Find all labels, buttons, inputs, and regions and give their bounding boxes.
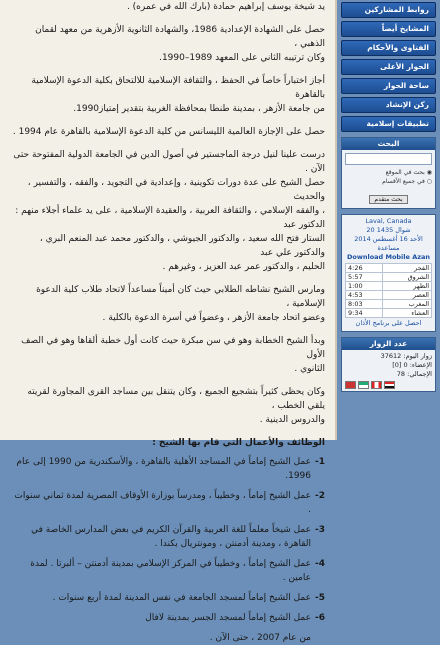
para4-line1: درست علينا لنيل درجة الماجستير في أصول الدين في الجامعة الدولية المفتوحة حتى الآن . <box>13 150 325 174</box>
prayer-row <box>346 291 432 300</box>
job-text: عمل الشيخ إماماً ، وخطيباً ، ومدرساً بوزارة الأوقاف المصرية لمدة ثماني سنوات . <box>14 491 311 515</box>
prayer-time: 5:57 <box>346 273 383 282</box>
visitors-today: زوار اليوم: 37612 <box>380 352 432 360</box>
job-text: من عام 2007 ، حتى الآن . <box>209 633 311 643</box>
visitor-flags <box>345 381 432 389</box>
prayer-name: الفجر <box>382 264 431 273</box>
prayer-name: المغرب <box>382 300 431 309</box>
sidebar <box>337 0 440 440</box>
job-item <box>10 523 325 551</box>
menu-item[interactable]: تطبيقات إسلامية <box>341 116 436 132</box>
job-number: 5- <box>314 593 325 603</box>
advanced-search-button[interactable]: بحث متقدم <box>369 195 407 204</box>
job-text: عمل الشيخ إماماً ، وخطيباً في المركز الإسلامي بمدينة أدمنتن – ألبرتا . لمدة عامين . <box>30 559 311 583</box>
prayer-hijri-date: 20 شوال 1435 <box>366 226 411 234</box>
para4-line3: ، والفقه الإسلامي ، والثقافة العربية ، والعقيدة الإسلامية ، على يد علماء أجلاء منهم : الدكتور عبد <box>15 206 325 230</box>
para5-line1: ومارس الشيخ نشاطه الطلابي حيث كان أميناً مساعداً لاتحاد طلاب كلية الدعوة الإسلامية ، <box>36 285 325 309</box>
menu-item[interactable]: ركن الإنشاد <box>341 97 436 113</box>
prayer-gregorian-date: الأحد 16 أغسطس 2014 <box>354 235 423 243</box>
para1-line2: وكان ترتيبه الثاني على المعهد 1989–1990. <box>159 53 325 63</box>
search-radio-site-label: بحث في الموقع <box>385 169 425 176</box>
prayer-time: 1:00 <box>346 282 383 291</box>
job-text: عمل الشيخ إماماً لمسجد الجامعة في نفس المدينة لمدة أربع سنوات . <box>52 593 311 603</box>
menu-item[interactable]: الفتاوى والأحكام <box>341 40 436 56</box>
jobs-title: الوظائف والأعمال التي قام بها الشيخ : <box>152 438 325 448</box>
prayer-time: 4:53 <box>346 291 383 300</box>
prayer-name: العصر <box>382 291 431 300</box>
search-radio-site[interactable]: ◉ بحث في الموقع <box>385 169 432 176</box>
job-number: 1- <box>314 457 325 467</box>
job-text: عمل الشيخ إماماً في المساجد الأهلية بالقاهرة ، والأسكندرية من 1990 إلى عام 1996. <box>16 457 311 481</box>
menu-item[interactable]: المشايخ أيضاً <box>341 21 436 37</box>
prayer-name: الشروق <box>382 273 431 282</box>
prayer-time: 4:26 <box>346 264 383 273</box>
para6-line2: الثانوي . <box>294 364 325 374</box>
jobs-list <box>0 455 335 645</box>
prayer-time: 9:34 <box>346 309 383 318</box>
para4-line5: الحليم ، والدكتور عمر عبد العزيز ، وغيرهم . <box>162 262 325 272</box>
para5-line2: وعضو اتحاد جامعة الأزهر ، وعضواً في أسرة الدعوة بالكلية . <box>102 313 325 323</box>
job-number: 6- <box>314 613 325 623</box>
prayer-row <box>346 300 432 309</box>
prayer-time: 8:03 <box>346 300 383 309</box>
download-azan-link[interactable]: Download Mobile Azan <box>346 253 431 261</box>
visitors-box <box>341 337 436 392</box>
job-number: 3- <box>314 525 325 535</box>
job-item <box>10 455 325 483</box>
para6-line1: وبدأ الشيخ الخطابة وهو في سن مبكرة حيث كانت أول خطبة ألقاها وهو في الصف الأول <box>21 336 325 360</box>
prayer-row <box>346 264 432 273</box>
menu-item[interactable]: ساحة الحوار <box>341 78 436 94</box>
prayer-help-link[interactable]: مساعدة <box>377 244 400 252</box>
search-box <box>341 137 436 209</box>
prayer-times-table <box>345 263 432 318</box>
para2-line1: أجاز اختباراً خاصاً في الحفظ ، والثقافة الإسلامية للالتحاق بكلية الدعوة الإسلامية بالقاهرة <box>31 76 325 100</box>
flag-icon <box>358 381 369 389</box>
visitors-members: الإعضاء: 0 [0] <box>392 361 432 369</box>
prayer-row <box>346 282 432 291</box>
prayer-name: الظهر <box>382 282 431 291</box>
job-number: 4- <box>314 559 325 569</box>
job-item <box>10 631 325 645</box>
para4-line4: الستار فتح الله سعيد ، والدكتور الجيوشي ، والدكتور محمد عبد المنعم البري ، والدكتور علي عبد <box>39 234 325 258</box>
prayer-row <box>346 309 432 318</box>
search-title: البحث <box>342 138 435 150</box>
prayer-box <box>341 214 436 332</box>
search-radio-all-label: في جميع الأقسام <box>382 178 425 185</box>
search-input[interactable] <box>345 153 432 165</box>
intro-line: يد شيخة يوسف إبراهيم حمادة (بارك الله في عمره) . <box>126 2 325 12</box>
para7-line1: وكان يحظى كثيراً بتشجيع الجميع ، وكان يتنقل بين مساجد القرى المجاورة لقريته يلقي الخطب ، <box>27 387 325 411</box>
menu-item[interactable]: روابط المشاركين <box>341 2 436 18</box>
para1-line1: حصل على الشهادة الإعدادية 1986، والشهادة الثانوية الأزهرية من معهد لقمان الذهبي ، <box>35 25 325 49</box>
job-text: عمل شيخاً معلماً للغة العربية والقرآن الكريم في بعض المدارس الخاصة في القاهرة ، ومدينة أدمنتن ، ومونتريال بكندا . <box>31 525 311 549</box>
visitors-total: الإجمالي: 78 <box>396 370 432 378</box>
para4-line2: حصل الشيخ على عدة دورات تكوينية ، وإعدادية في التجويد ، والفقه ، والتفسير ، والحديث <box>27 178 325 202</box>
job-text: عمل الشيخ إماماً لمسجد الجسر بمدينة لافال <box>145 613 311 623</box>
job-number <box>311 631 325 645</box>
install-azan-link[interactable]: احصل على برنامج الأذان <box>355 319 422 327</box>
para7-line2: والدروس الدينية . <box>259 415 325 425</box>
prayer-city[interactable]: Laval, Canada <box>365 217 412 225</box>
flag-icon <box>345 381 356 389</box>
sidebar-menu <box>341 2 436 132</box>
job-item <box>10 611 325 625</box>
job-item <box>10 557 325 585</box>
visitors-title: عدد الزوار <box>342 338 435 350</box>
job-number: 2- <box>314 491 325 501</box>
job-item <box>10 489 325 517</box>
para3-line1: حصل على الإجازة العالمية الليسانس من كلية الدعوة الإسلامية بالقاهرة عام 1994 . <box>12 127 325 137</box>
job-item <box>10 591 325 605</box>
prayer-name: العشاء <box>382 309 431 318</box>
flag-icon <box>384 381 395 389</box>
search-radio-all[interactable]: ○ في جميع الأقسام <box>382 178 432 185</box>
para2-line2: من جامعة الأزهر ، بمدينة طنطا بمحافظة الغربية بتقدير إمتياز1990. <box>73 104 325 114</box>
flag-icon <box>371 381 382 389</box>
prayer-row <box>346 273 432 282</box>
menu-item[interactable]: الحوار الأعلى <box>341 59 436 75</box>
